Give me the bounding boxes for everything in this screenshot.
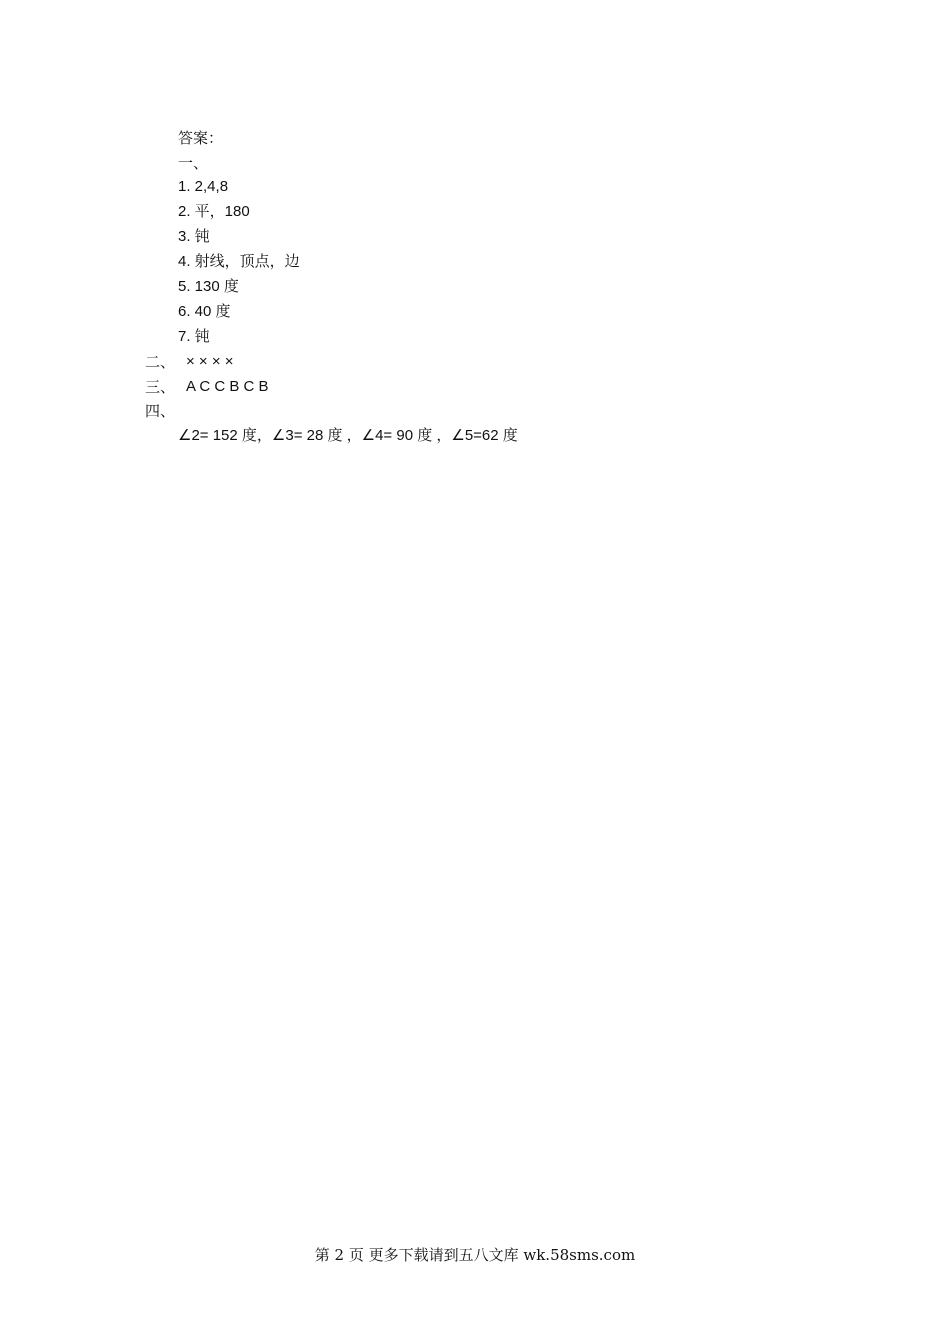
answer-item-2: 2. 平，180 <box>178 203 250 220</box>
answers-title: 答案： <box>178 129 224 147</box>
section4-heading: 四、 <box>145 402 176 420</box>
section2-content: × × × × <box>186 353 234 370</box>
page-footer: 第 2 页 更多下载请到五八文库 wk.58sms.com <box>314 1246 636 1264</box>
answer-item-5: 5. 130 度 <box>178 278 239 295</box>
answer-item-7: 7. 钝 <box>178 328 210 345</box>
answer-item-1: 1. 2,4,8 <box>178 178 229 195</box>
section4-content: ∠2= 152 度，∠3= 28 度 ，∠4= 90 度 ，∠5=62 度 <box>178 427 518 444</box>
section1-heading: 一、 <box>178 154 209 172</box>
answer-item-4: 4. 射线，顶点，边 <box>178 253 300 270</box>
section3-heading: 三、 <box>145 378 176 396</box>
section2-heading: 二、 <box>145 353 176 371</box>
section3-content: A C C B C B <box>186 378 269 395</box>
answer-item-6: 6. 40 度 <box>178 303 231 320</box>
answer-item-3: 3. 钝 <box>178 228 210 245</box>
